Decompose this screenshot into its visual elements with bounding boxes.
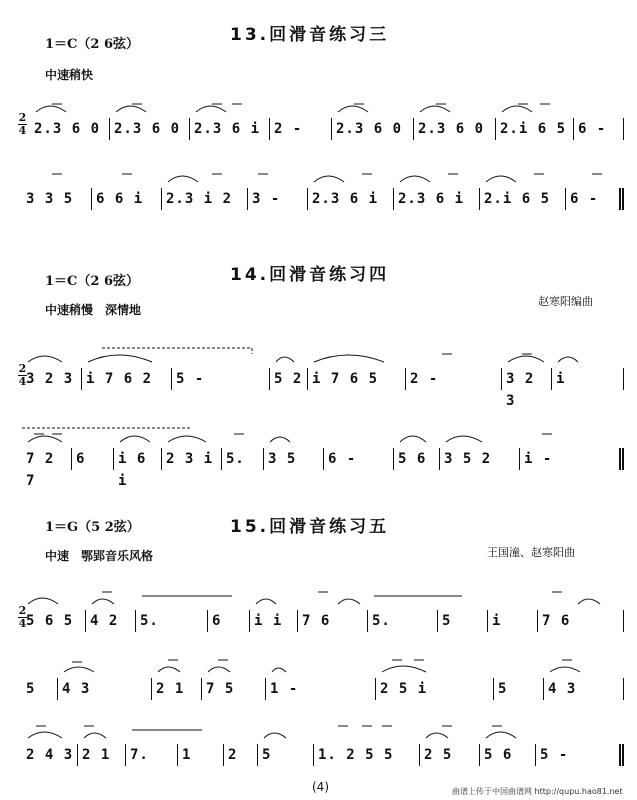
ex13-time-signature: 2 4 [18,111,27,137]
ex15-row-3 [22,714,629,774]
measure: 1 [178,744,224,766]
ex15-composer: 王国潼、赵寒阳曲 [487,546,575,559]
ex15-tempo: 中速 鄂郢音乐风格 [45,549,154,563]
ex15-key: 1＝G（5 2弦） [45,520,140,535]
measure: 3 5 [264,448,324,470]
measure: 5 [22,678,58,700]
measure: 2.3 6 0 [414,118,496,140]
measure-final: i - [520,448,624,470]
measure: 2.3 6 i [394,188,480,210]
measure: 6 [72,448,114,470]
measure: 2 [224,744,258,766]
ex14-row-2 [22,418,629,489]
measure: 5 [438,610,488,632]
measure-final: 5 - [536,744,624,766]
measure: 5. [368,610,438,632]
measure: 6 6 i [92,188,162,210]
measure: 2.3 6 0 [110,118,190,140]
measure: 7 6 [298,610,368,632]
measure: 7 6 [538,610,624,632]
measure: 2 5 [420,744,480,766]
ex15-title: 15.回滑音练习五 [230,517,390,537]
measure-final: 6 - [566,188,624,210]
measure: 7. [126,744,178,766]
measure: 2 4 3 [22,744,78,766]
ex15-row-1 [22,580,629,640]
measure: 6 [208,610,250,632]
measure: 5 2 [270,368,308,390]
measure: 3 5 2 [440,448,520,470]
measure: 2.3 i 2 [162,188,248,210]
measure: 2 - [406,368,502,390]
ex14-time-signature: 2 4 [18,362,27,388]
measure: 2.3 6 0 [30,118,110,140]
measure: 1. 2 5 5 [314,744,420,766]
measure: i 7 6 2 [82,368,172,390]
measure: 2.i 6 5 [496,118,574,140]
ex14-key: 1＝C（2 6弦） [45,274,140,289]
measure: 2.i 6 5 [480,188,566,210]
measure: 5 - [172,368,270,390]
measure: 6 - [324,448,394,470]
measure: 4 3 [58,678,152,700]
measure: 2 1 [152,678,202,700]
measure: 2.3 6 i [190,118,270,140]
measure: 5 6 [480,744,536,766]
measure: 2 - [270,118,332,140]
ex13-row-1 [22,88,629,148]
measure: 2.3 6 i [308,188,394,210]
slide-marks [22,94,629,114]
slide-marks [22,586,629,606]
measure: i [552,368,624,390]
measure: 5 6 [394,448,440,470]
measure: 3 3 5 [22,188,92,210]
measure: 5 [258,744,314,766]
ex13-title: 13.回滑音练习三 [230,25,390,45]
ex15-row-2 [22,648,629,708]
measure: 7 2 7 [22,448,72,470]
measure: 2 5 i [376,678,494,700]
ex13-tempo: 中速稍快 [45,68,94,82]
measure: 7 5 [202,678,266,700]
measure: 3 2 3 [502,368,552,390]
measure: 5. [136,610,208,632]
ex14-tempo: 中速稍慢 深情地 [45,303,142,317]
measure: 4 3 [544,678,624,700]
measure: 4 2 [86,610,136,632]
ex14-composer: 赵寒阳编曲 [538,295,593,308]
ex14-title: 14.回滑音练习四 [230,265,390,285]
ex14-row-1 [22,338,629,409]
slide-marks [22,344,629,364]
measure: 6 - [574,118,624,140]
measure: i 6 i [114,448,162,470]
measure: 5 [494,678,544,700]
slide-marks [22,424,629,444]
measure: i i [250,610,298,632]
ex13-key: 1＝C（2 6弦） [45,37,140,52]
slide-marks [22,164,629,184]
measure: 2 3 i [162,448,222,470]
measure: 3 2 3 [22,368,82,390]
measure: i [488,610,538,632]
ex15-time-signature: 2 4 [18,604,27,630]
page-number: (4) [312,780,329,794]
measure: 3 - [248,188,308,210]
measure: 5. [222,448,264,470]
watermark: 曲谱上传于中国曲谱网 http://qupu.hao81.net [452,787,623,796]
measure: 5 6 5 [22,610,86,632]
measure: 1 - [266,678,376,700]
measure: 2.3 6 0 [332,118,414,140]
measure: 2 1 [78,744,126,766]
measure: i 7 6 5 [308,368,406,390]
slide-marks [22,720,629,740]
ex13-row-2 [22,158,629,218]
slide-marks [22,654,629,674]
